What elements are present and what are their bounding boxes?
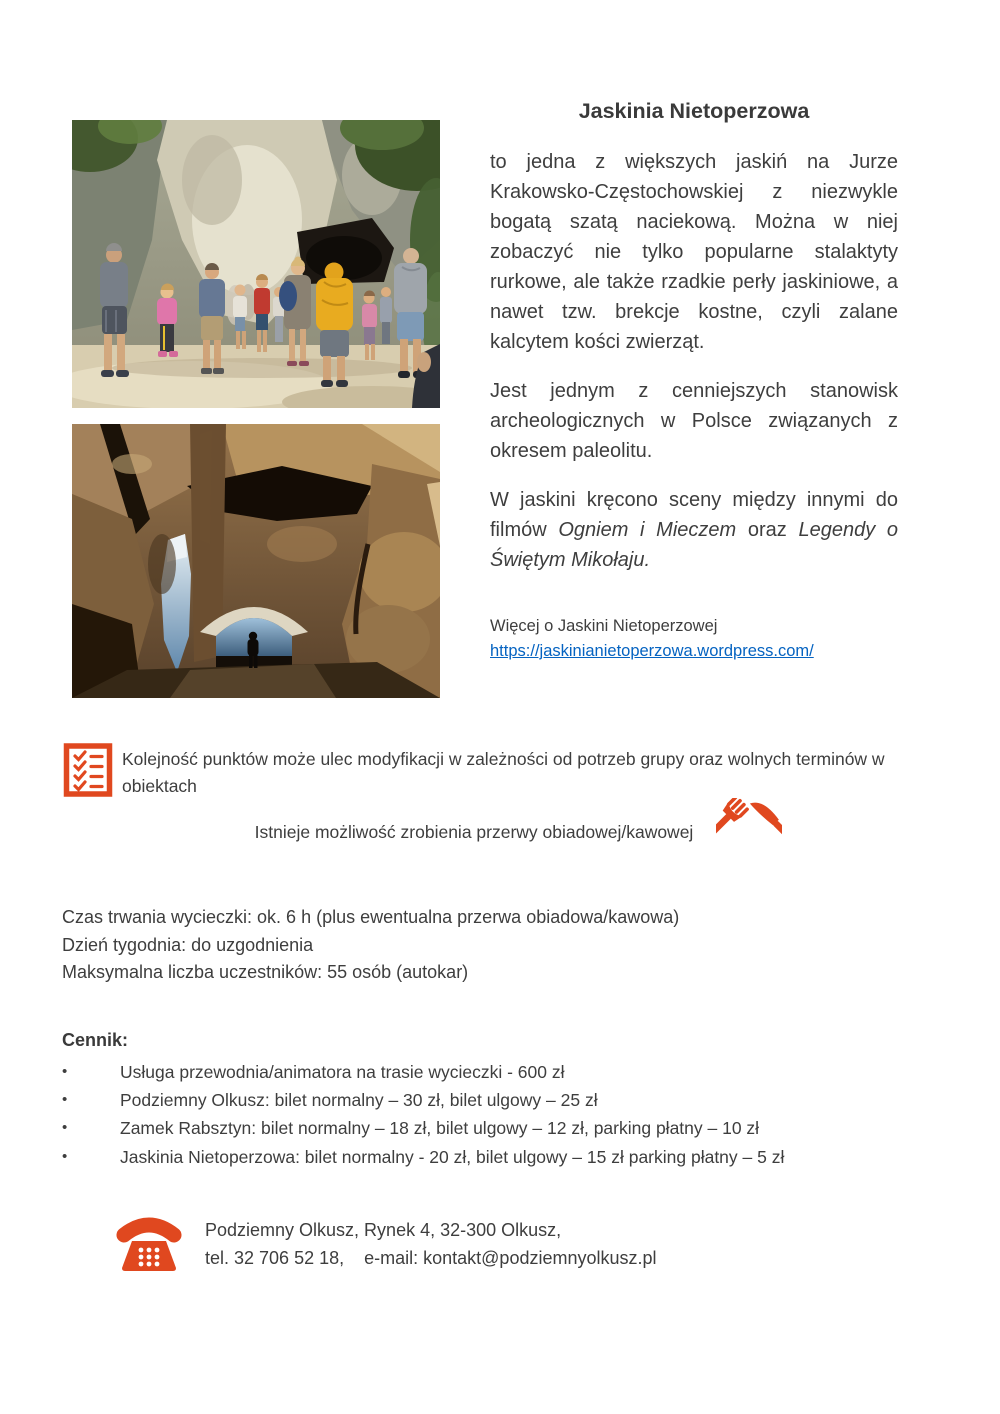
pricelist-item-text: Usługa przewodnia/animatora na trasie wycieczki - 600 zł	[120, 1062, 565, 1082]
order-note: Kolejność punktów może ulec modyfikacji w zależności od potrzeb grupy oraz wolnych terminów w obiektach	[122, 749, 885, 796]
detail-day: Dzień tygodnia: do uzgodnienia	[62, 934, 314, 955]
article-paragraph-2: Jest jednym z cenniejszych stanowisk archeologicznych w Polsce związanych z okresem paleolitu.	[490, 380, 898, 462]
detail-duration: Czas trwania wycieczki: ok. 6 h (plus ewentualna przerwa obiadowa/kawowa)	[62, 907, 680, 927]
cave-website-link[interactable]: https://jaskinianietoperzowa.wordpress.com/	[490, 642, 814, 660]
pricelist-item-text: Zamek Rabsztyn: bilet normalny – 18 zł, bilet ulgowy – 12 zł, parking płatny – 10 zł	[120, 1118, 760, 1139]
pricelist-heading: Cennik:	[62, 1030, 129, 1050]
bullet-marker: •	[62, 1091, 68, 1109]
cutlery-icon	[716, 798, 782, 862]
page-title: Jaskinia Nietoperzowa	[578, 99, 810, 123]
bullet-marker: •	[62, 1063, 68, 1080]
pricelist-item	[62, 1143, 942, 1171]
contact-phone-email: tel. 32 706 52 18, e-mail: kontakt@podziemnyolkusz.pl	[205, 1247, 657, 1268]
article-column	[490, 97, 898, 664]
photo-cave-interior	[72, 424, 440, 698]
pricelist-item-text: Jaskinia Nietoperzowa: bilet normalny - 20 zł, bilet ulgowy – 15 zł parking płatny – 5 zł	[120, 1146, 785, 1167]
detail-participants: Maksymalna liczba uczestników: 55 osób (autokar)	[62, 962, 469, 982]
bullet-marker: •	[62, 1147, 68, 1165]
pricelist	[62, 1058, 942, 1171]
pricelist-item	[62, 1058, 942, 1086]
phone-icon	[112, 1212, 186, 1274]
pricelist-item	[62, 1086, 942, 1114]
break-note: Istnieje możliwość zrobienia przerwy obiadowej/kawowej	[254, 822, 694, 842]
article-paragraph-3: W jaskini kręcono sceny między innymi do filmów Ogniem i Mieczem oraz Legendy o Świętym Mikołaju.	[490, 489, 898, 571]
bullet-marker: •	[62, 1119, 68, 1137]
pricelist-item-text: Podziemny Olkusz: bilet normalny – 30 zł, bilet ulgowy – 25 zł	[120, 1090, 598, 1111]
cave-interior-illustration	[72, 424, 440, 698]
trip-details	[62, 904, 679, 987]
more-info-label: Więcej o Jaskini Nietoperzowej	[490, 617, 718, 635]
article-paragraph-1: to jedna z większych jaskiń na Jurze Krakowsko-Częstochowskiej z niezwykle bogatą szatą naciekową. Można w niej zobaczyć nie tylko popularne stalaktyty rurkowe, ale także rzadkie perły jaskiniowe, a nawet tzw. brekcje kostne, czyli zalane kalcytem kości zwierząt.	[490, 151, 898, 353]
contact-address: Podziemny Olkusz, Rynek 4, 32-300 Olkusz,	[205, 1220, 562, 1240]
photo-cave-entrance	[72, 120, 440, 408]
pricelist-item	[62, 1114, 942, 1142]
contact-block	[205, 1217, 657, 1272]
checklist-icon	[63, 743, 113, 797]
cave-entrance-illustration	[72, 120, 440, 408]
